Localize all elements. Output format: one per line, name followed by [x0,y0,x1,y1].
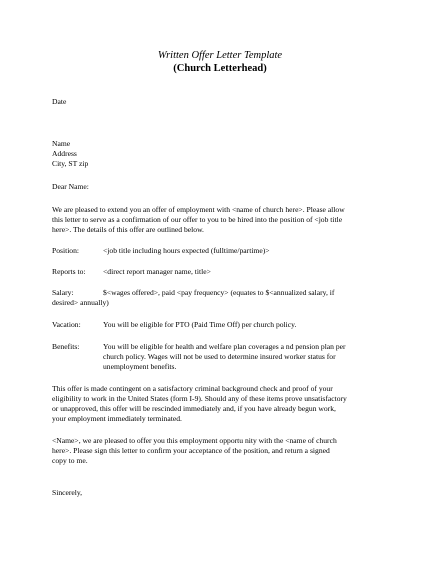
recipient-city: City, ST zip [52,159,89,168]
salary-value: $<wages offered>, paid <pay frequency> (equates to $<annualized salary, if [103,288,335,297]
benefits-label: Benefits: [52,342,80,351]
reports-to-value: <direct report manager name, title> [103,267,211,276]
salutation: Dear Name: [52,182,89,191]
document-subtitle: (Church Letterhead) [173,63,267,74]
vacation-value: You will be eligible for PTO (Paid Time Off) per church policy. [103,320,297,329]
vacation-label: Vacation: [52,320,81,329]
closing-line: <Name>, we are pleased to offer you this employment opportu nity with the <name of church [52,436,337,445]
reports-to-label: Reports to: [52,267,86,276]
position-value: <job title including hours expected (fulltime/partime)> [103,246,270,255]
salary-value: desired> annually) [52,298,109,307]
intro-line: here>. The details of this offer are outlined below. [52,225,204,234]
benefits-value: church policy. Wages will not be used to determine insured worker status for [103,352,336,361]
recipient-name: Name [52,139,71,148]
contingent-line: or unapproved, this offer will be rescinded immediately and, if you have already begun work, [52,404,336,413]
contingent-line: your employment immediately terminated. [52,414,182,423]
position-label: Position: [52,246,80,255]
signoff: Sincerely, [52,488,83,497]
contingent-line: This offer is made contingent on a satisfactory criminal background check and proof of your [52,384,333,393]
salary-label: Salary: [52,288,74,297]
closing-line: here>. Please sign this letter to confirm your acceptance of the position, and return a signed [52,446,330,455]
date-line: Date [52,97,67,106]
contingent-line: eligibility to work in the United States (form I-9). Should any of these items prove unsatisfactory [52,394,347,403]
closing-line: copy to me. [52,456,88,465]
benefits-value: unemployment benefits. [103,362,177,371]
recipient-address: Address [52,149,77,158]
intro-line: this letter to serve as a confirmation of our offer to you to be hired into the position of <job title [52,215,343,224]
document-title: Written Offer Letter Template [157,50,283,61]
benefits-value: You will be eligible for health and welfare plan coverages a nd pension plan per [103,342,346,351]
intro-line: We are pleased to extend you an offer of employment with <name of church here>. Please allow [52,205,345,214]
